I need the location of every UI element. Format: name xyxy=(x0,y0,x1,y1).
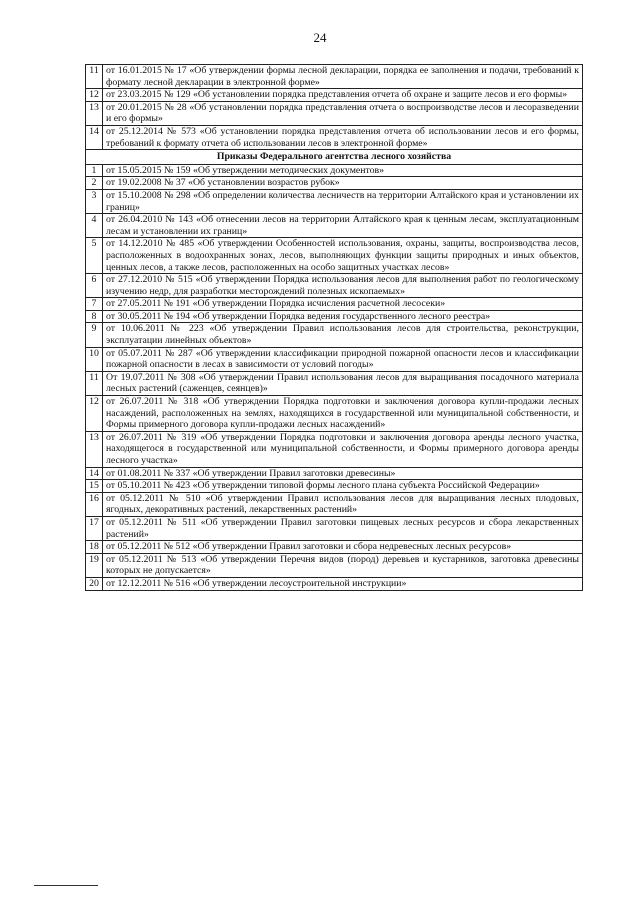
row-number: 1 xyxy=(86,164,103,177)
row-text: от 23.03.2015 № 129 «Об установлении порядка представления отчета об охране и защите лесов и его формы» xyxy=(103,89,583,102)
table-row xyxy=(86,541,583,554)
row-text: от 25.12.2014 № 573 «Об установлении порядка представления отчета об использовании лесов и его формы, требований к формату отчета об использовании лесов в электронной форме» xyxy=(103,125,583,149)
table-row xyxy=(86,125,583,149)
table-row xyxy=(86,516,583,540)
table-row xyxy=(86,101,583,125)
row-text: от 10.06.2011 № 223 «Об утверждении Правил использования лесов для строительства, реконструкции, эксплуатации линейных объектов» xyxy=(103,323,583,347)
row-text: от 15.10.2008 № 298 «Об определении количества лесничеств на территории Алтайского края и установлении их границ» xyxy=(103,189,583,213)
row-number: 8 xyxy=(86,310,103,323)
row-text: от 16.01.2015 № 17 «Об утверждении формы лесной декларации, порядка ее заполнения и подачи, требований к формату лесной декларации в электронной форме» xyxy=(103,65,583,89)
table-row xyxy=(86,310,583,323)
row-number: 17 xyxy=(86,516,103,540)
section-title: Приказы Федерального агентства лесного хозяйства xyxy=(86,150,583,165)
row-number: 14 xyxy=(86,467,103,480)
table-row xyxy=(86,274,583,298)
row-text: от 26.04.2010 № 143 «Об отнесении лесов на территории Алтайского края к ценным лесам, эксплуатационным лесам и установлении их границ» xyxy=(103,214,583,238)
row-number: 9 xyxy=(86,323,103,347)
row-number: 11 xyxy=(86,371,103,395)
row-number: 7 xyxy=(86,298,103,311)
table-row xyxy=(86,492,583,516)
row-text: от 26.07.2011 № 319 «Об утверждении Порядка подготовки и заключения договора аренды лесного участка, находящегося в государственной или муниципальной собственности, и Формы примерного договора аренды лесного участка» xyxy=(103,431,583,467)
table-row xyxy=(86,467,583,480)
row-number: 13 xyxy=(86,101,103,125)
table-row xyxy=(86,164,583,177)
row-number: 3 xyxy=(86,189,103,213)
row-number: 4 xyxy=(86,214,103,238)
row-text: от 05.12.2011 № 511 «Об утверждении Правил заготовки пищевых лесных ресурсов и сбора лекарственных растений» xyxy=(103,516,583,540)
row-text: от 27.12.2010 № 515 «Об утверждении Порядка использования лесов для выполнения работ по геологическому изучению недр, для разработки месторождений полезных ископаемых» xyxy=(103,274,583,298)
table-row xyxy=(86,214,583,238)
footnote-separator xyxy=(34,885,98,886)
row-number: 16 xyxy=(86,492,103,516)
row-text: От 19.07.2011 № 308 «Об утверждении Правил использования лесов для выращивания посадочного материала лесных растений (саженцев, сеянцев)» xyxy=(103,371,583,395)
table-row xyxy=(86,238,583,274)
table-row xyxy=(86,371,583,395)
row-text: от 12.12.2011 № 516 «Об утверждении лесоустроительной инструкции» xyxy=(103,577,583,590)
row-text: от 20.01.2015 № 28 «Об установлении порядка представления отчета о воспроизводстве лесов и лесоразведении и его формы» xyxy=(103,101,583,125)
row-number: 11 xyxy=(86,65,103,89)
row-text: от 26.07.2011 № 318 «Об утверждении Порядка подготовки и заключения договора купли-продажи лесных насаждений, расположенных на землях, находящихся в государственной или муниципальной собственности, и Формы примерного договора купли-продажи лесных насаждений» xyxy=(103,396,583,432)
row-number: 2 xyxy=(86,177,103,190)
row-text: от 27.05.2011 № 191 «Об утверждении Порядка исчисления расчетной лесосеки» xyxy=(103,298,583,311)
table-row xyxy=(86,89,583,102)
section-heading-row xyxy=(86,150,583,165)
row-text: от 05.12.2011 № 510 «Об утверждении Правил использования лесов для выращивания лесных плодовых, ягодных, декоративных растений, лекарственных растений» xyxy=(103,492,583,516)
row-number: 14 xyxy=(86,125,103,149)
row-text: от 14.12.2010 № 485 «Об утверждении Особенностей использования, охраны, защиты, воспроизводства лесов, расположенных в водоохранных зонах, лесов, выполняющих функции защиты природных и иных объектов, ценных лесов, а также лесов, расположенных на особо защитных участках лесов» xyxy=(103,238,583,274)
table-row xyxy=(86,480,583,493)
table-row xyxy=(86,298,583,311)
row-text: от 05.12.2011 № 512 «Об утверждении Правил заготовки и сбора недревесных лесных ресурсов» xyxy=(103,541,583,554)
table-row xyxy=(86,577,583,590)
row-number: 19 xyxy=(86,553,103,577)
row-number: 12 xyxy=(86,396,103,432)
page-number: 24 xyxy=(313,30,327,45)
table-row xyxy=(86,177,583,190)
row-number: 6 xyxy=(86,274,103,298)
row-number: 13 xyxy=(86,431,103,467)
table-row xyxy=(86,396,583,432)
table-row xyxy=(86,431,583,467)
row-number: 10 xyxy=(86,347,103,371)
table-row xyxy=(86,189,583,213)
table-row xyxy=(86,323,583,347)
row-text: от 30.05.2011 № 194 «Об утверждении Порядка ведения государственного лесного реестра» xyxy=(103,310,583,323)
row-text: от 19.02.2008 № 37 «Об установлении возрастов рубок» xyxy=(103,177,583,190)
row-text: от 01.08.2011 № 337 «Об утверждении Правил заготовки древесины» xyxy=(103,467,583,480)
regulations-table xyxy=(85,64,583,591)
row-text: от 05.10.2011 № 423 «Об утверждении типовой формы лесного плана субъекта Российской Федерации» xyxy=(103,480,583,493)
row-number: 20 xyxy=(86,577,103,590)
row-text: от 05.12.2011 № 513 «Об утверждении Перечня видов (пород) деревьев и кустарников, заготовка древесины которых не допускается» xyxy=(103,553,583,577)
row-number: 15 xyxy=(86,480,103,493)
row-number: 5 xyxy=(86,238,103,274)
row-text: от 15.05.2015 № 159 «Об утверждении методических документов» xyxy=(103,164,583,177)
table-row xyxy=(86,65,583,89)
row-number: 12 xyxy=(86,89,103,102)
row-number: 18 xyxy=(86,541,103,554)
table-row xyxy=(86,553,583,577)
table-row xyxy=(86,347,583,371)
row-text: от 05.07.2011 № 287 «Об утверждении классификации природной пожарной опасности лесов и классификации пожарной опасности в лесах в зависимости от условий погоды» xyxy=(103,347,583,371)
